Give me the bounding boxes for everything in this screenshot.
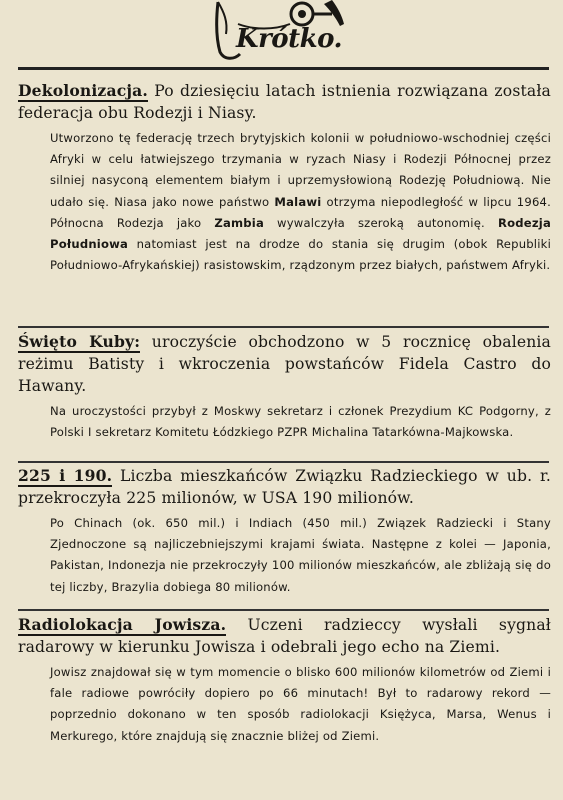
body-text: Utworzono tę federację trzech brytyjskich kolonii w południowo-wschodniej części Afryki w celu łatwiejszego trzymania w ryzach Niasy i Rodezji Północnej przez silniej nasyconą elementem białym i uprzemysłowioną Rodezję Południową. Nie udało się. Niasa jako nowe państwo [50,131,551,209]
section-divider [18,609,549,611]
item-lead [18,614,551,658]
item-keyword: Radiolokacja Jowisza. [18,615,227,634]
section-divider [18,461,549,463]
item-keyword: Święto Kuby: [18,332,141,351]
body-text: wywalczyła szeroką autonomię. [264,215,498,230]
news-item-cuba [18,331,551,443]
item-body [50,401,551,443]
body-text: Jowisz znajdował się w tym momencie o blisko 600 milionów kilometrów od Ziemi i fale radiowe powróciły dopiero po 66 minutach! Był to radarowy rekord — poprzednio dokonano w ten sposób radiolokacji Księżyca, Marsa, Wenus i Merkurego, które znajdują się znacznie bliżej od Ziemi. [50,665,551,743]
logo-text: Krótko. [236,24,343,54]
item-body [50,662,551,747]
column-logo [214,0,348,62]
item-keyword: Dekolonizacja. [18,81,148,100]
body-text: Po Chinach (ok. 650 mil.) i Indiach (450 mil.) Związek Radziecki i Stany Zjednoczone są najliczebniejszymi krajami świata. Następne z kolei — Japonia, Pakistan, Indonezja nie przekroczyły 100 milionów mieszkańców, ale zbliżają się do tej liczby, Brazylia dobiega 80 milionów. [50,516,551,594]
top-divider [18,67,549,70]
body-emphasis: Malawi [274,194,322,209]
news-item-population [18,465,551,598]
body-emphasis: Zambia [214,215,264,230]
item-lead-text: uroczyście obchodzono w 5 rocznicę obalenia reżimu Batisty i wkroczenia powstańców Fidela Castro do Hawany. [18,333,551,395]
item-body [50,128,551,276]
body-text: Na uroczystości przybył z Moskwy sekretarz i członek Prezydium KC Podgorny, z Polski I sekretarz Komitetu Łódzkiego PZPR Michalina Tatarkówna-Majkowska. [50,404,551,440]
item-lead [18,331,551,397]
body-text: otrzyma niepodległość w lipcu 1964. Północna Rodezja jako [50,194,551,230]
section-divider [18,326,549,328]
news-item-decolonization [18,80,551,276]
body-text: natomiast jest na drodze do stania się drugim (obok Republiki Południowo-Afrykańskiej) rasistowskim, rządzonym przez białych, państwem Afryki. [50,237,551,273]
body-emphasis: Rodezja Południowa [50,215,551,252]
item-lead-text: Liczba mieszkańców Związku Radzieckiego w ub. r. przekroczyła 225 milionów, w USA 190 milionów. [18,467,551,507]
item-lead [18,80,551,124]
item-lead [18,465,551,509]
item-lead-text: Uczeni radzieccy wysłali sygnał radarowy w kierunku Jowisza i odebrali jego echo na Ziemi. [18,616,552,656]
item-lead-text: Po dziesięciu latach istnienia rozwiązana została federacja obu Rodezji i Niasy. [18,82,552,122]
item-body [50,513,551,598]
item-keyword: 225 i 190. [18,466,113,485]
news-item-jupiter-radar [18,614,551,747]
